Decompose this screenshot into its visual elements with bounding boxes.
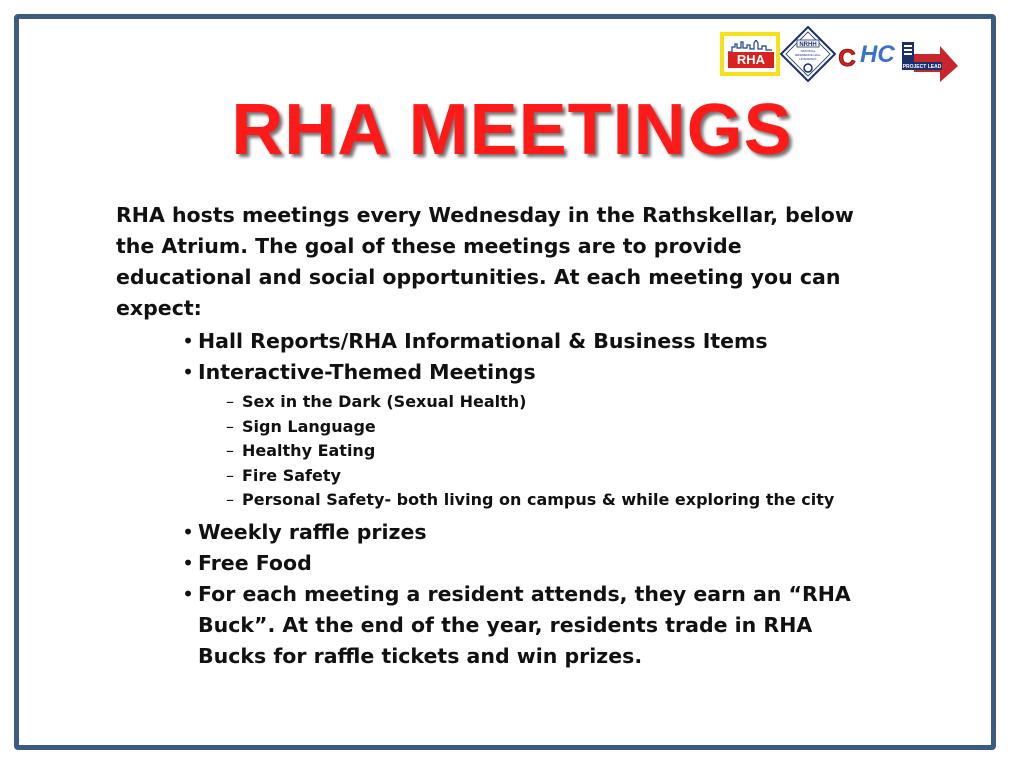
sub-list-item: – Fire Safety [242, 464, 876, 489]
logo-strip [720, 24, 960, 94]
bullet-list [116, 326, 876, 672]
slide-body [116, 200, 876, 672]
rha-logo [720, 32, 780, 76]
project-lead-logo [900, 36, 960, 84]
sub-list-item: – Sex in the Dark (Sexual Health) [242, 390, 876, 415]
list-item: • Weekly raffle prizes [198, 517, 876, 548]
svg-text:HONORARY: HONORARY [799, 57, 817, 61]
list-item-themed-meetings [198, 357, 876, 513]
nrhh-logo-title: NRHH [799, 42, 817, 48]
list-item: • For each meeting a resident attends, they earn an “RHA Buck”. At the end of the year, residents trade in RHA Bucks for raffle tickets and win prizes. [198, 579, 876, 672]
svg-text:RESIDENCE HALL: RESIDENCE HALL [795, 53, 821, 57]
c-logo: C [838, 45, 856, 72]
page-title: RHA MEETINGS [231, 90, 793, 170]
skyline-icon [728, 40, 772, 52]
list-item-label: Interactive-Themed Meetings [198, 360, 536, 384]
nrhh-logo [780, 26, 836, 82]
sub-bullet-list [198, 390, 876, 513]
project-lead-text: PROJECT LEAD [902, 64, 942, 70]
list-item: • Free Food [198, 548, 876, 579]
sub-list-item: – Sign Language [242, 415, 876, 440]
list-item: • Hall Reports/RHA Informational & Business Items [198, 326, 876, 357]
intro-paragraph: RHA hosts meetings every Wednesday in the Rathskellar, below the Atrium. The goal of these meetings are to provide educational and social opportunities. At each meeting you can expect: [116, 203, 854, 320]
rha-logo-text: RHA [728, 52, 774, 68]
sub-list-item: – Healthy Eating [242, 439, 876, 464]
sub-list-item: – Personal Safety- both living on campus & while exploring the city [242, 488, 876, 513]
hc-logo: HC [860, 41, 895, 68]
svg-text:NATIONAL: NATIONAL [800, 49, 816, 53]
